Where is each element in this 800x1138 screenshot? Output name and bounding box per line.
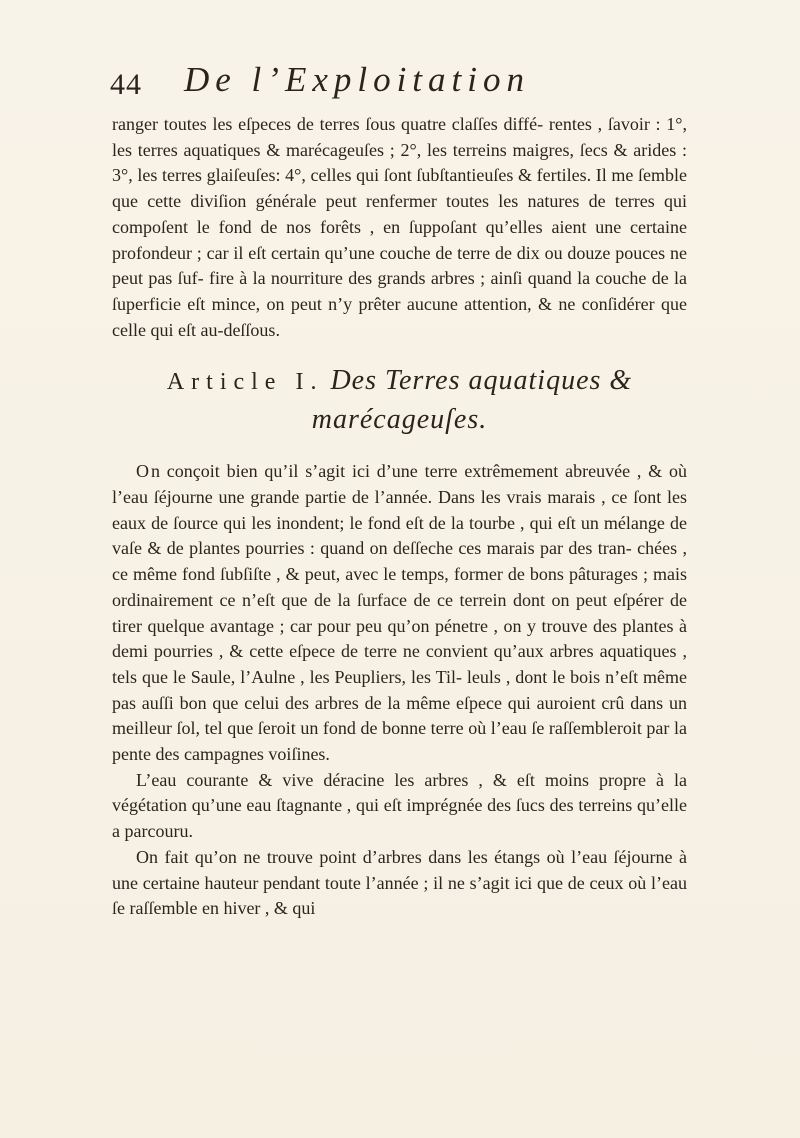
article-label: Article I. — [166, 369, 324, 396]
paragraph: On conçoit bien qu’il s’agit ici d’une terre extrêmement abreuvée , & où l’eau ſéjourne une grande partie de l’année. Dans les vrais marais , ce ſont les eaux de ſource qui les inondent; le fond eſt de la tourbe , qui eſt un mélange de vaſe & de plantes pourries : quand on deſſeche ces marais par des tran- chées , ce même fond ſubſiſte , & peut, avec le temps, former de bons pâturages ; mais ordinairement ce n’eſt que de la ſurface de ce terrein dont on peut eſpérer de tirer quelque avantage ; car pour peu qu’on pénetre , on y trouve des plantes à demi pourries , & cette eſpece de terre ne convient qu’aux arbres aquatiques , tels que le Saule, l’Aulne , les Peupliers, les Til- leuls , dont le bois n’eſt même pas auſſi bon que celui des arbres de la même eſpece qui auroient crû dans un meilleur ſol, tel que ſeroit un fond de bonne terre où l’eau ſe raſſembleroit par la pente des campagnes voiſines. — [112, 461, 687, 765]
running-title: De l’Exploitation — [184, 60, 530, 99]
article-title: Des Terres aquatiques & marécageuſes. — [311, 365, 633, 436]
paragraph: ranger toutes les eſpeces de terres ſous quatre claſſes diffé- rentes , ſavoir : 1°, les terres aquatiques & marécageuſes ; 2°, les terreins maigres, ſecs & arides : 3°, les terres glaiſeuſes: 4°, celles qui ſont ſubſtantieuſes & fertiles. Il me ſemble que cette diviſion générale peut renfermer toutes les natures de terres qui compoſent le fond de nos forêts , en ſuppoſant qu’elles aient une certaine profondeur ; car il eſt certain qu’une couche de terre de dix ou douze pouces ne peut pas ſuf- fire à la nourriture des grands arbres ; ainſi quand la couche de la ſuperficie eſt mince, on peut n’y prêter aucune attention, & ne conſidérer que celle qui eſt au-deſſous. — [112, 114, 687, 340]
paragraph: On fait qu’on ne trouve point d’arbres dans les étangs où l’eau ſéjourne à une certaine hauteur pendant toute l’année ; il ne s’agit ici que de ceux où l’eau ſe raſſemble en hiver , & qui — [112, 846, 687, 919]
page-number: 44 — [110, 68, 142, 101]
paragraph: L’eau courante & vive déracine les arbres , & eſt moins propre à la végétation qu’une eau ſtagnante , qui eſt imprégnée des ſucs des terreins qu’elle a parcouru. — [112, 769, 687, 842]
page-header — [110, 60, 700, 112]
article-heading — [112, 362, 687, 440]
page-body — [112, 112, 687, 922]
